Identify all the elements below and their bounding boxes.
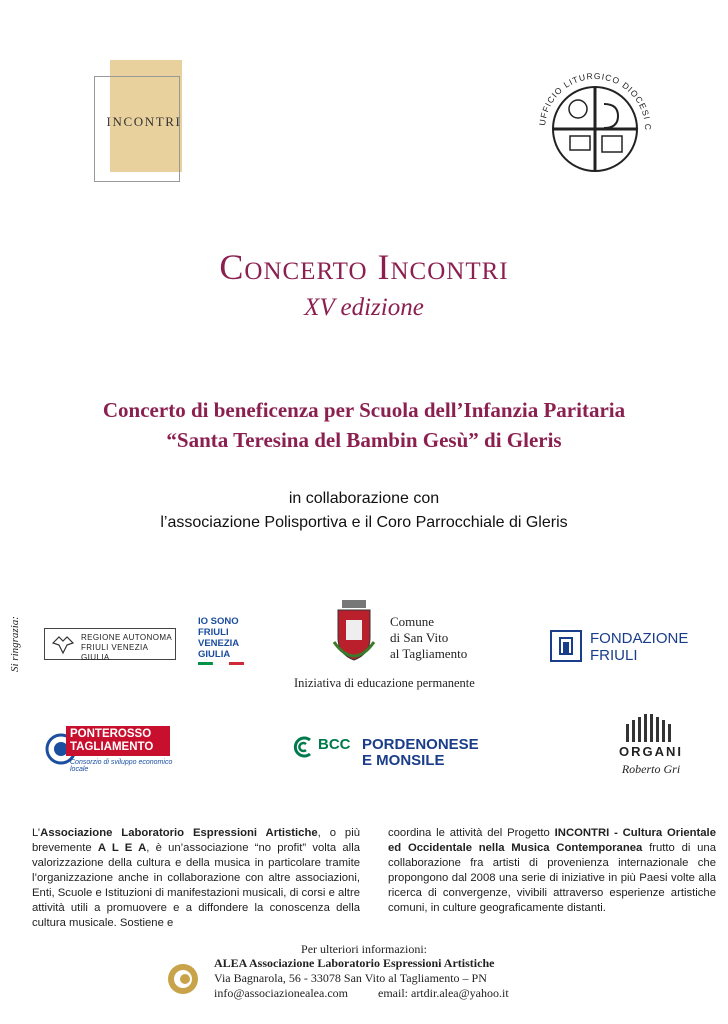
description-left-intro: L’ — [32, 827, 41, 839]
incontri-logo — [94, 60, 194, 182]
page-title: Concerto Incontri — [219, 247, 509, 287]
footer-email[interactable]: email: artdir.alea@yahoo.it — [378, 986, 509, 1000]
regione-fvg-logo — [44, 628, 176, 660]
footer-contact — [214, 956, 554, 1001]
beneficenza-line-2: “Santa Teresina del Bambin Gesù” di Gleris — [166, 428, 562, 452]
description-left-rest: , è un’associazione “no profit” volta alla valorizzazione della cultura e della musica in particolare tramite l’organizzazione anche in collaborazione con altre associazioni, Enti, Scuole e Istituzioni di manifestazioni musicali, di corsi e altre attività utili a promuovere e a diffondere la conoscenza della cultura musicale. Sostiene e — [32, 842, 360, 929]
alea-logo-icon — [166, 962, 200, 996]
bcc-line-2: E MONSILE — [362, 752, 445, 769]
diocesi-ring-text: UFFICIO LITURGICO DIOCESI C — [537, 70, 654, 132]
description-right-column — [388, 826, 716, 916]
footer-org: ALEA Associazione Laboratorio Espressioni Artistiche — [214, 956, 495, 970]
footer-website-email[interactable]: info@associazionealea.com — [214, 986, 348, 1000]
footer-address: Via Bagnarola, 56 - 33078 San Vito al Tagliamento – PN — [214, 971, 487, 985]
bcc-icon — [292, 736, 316, 758]
iosono-line-1: IO SONO — [198, 616, 239, 627]
iosono-line-3: VENEZIA — [198, 638, 240, 649]
beneficenza-line-1: Concerto di beneficenza per Scuola dell’Infanzia Paritaria — [102, 398, 626, 422]
description-right-bold: INCONTRI - Cultura Orientale ed Occidentale nella Musica Contemporanea — [388, 827, 716, 854]
description-left-alea: A L E A — [97, 842, 147, 854]
ponterosso-line-2: TAGLIAMENTO — [70, 741, 154, 753]
ponterosso-line-1: PONTEROSSO — [70, 728, 152, 740]
description-left-column — [32, 826, 360, 931]
fondazione-icon — [550, 630, 582, 662]
bcc-pordenonese-logo — [292, 734, 492, 772]
organi-roberto-gri-logo — [606, 714, 696, 784]
description-right-rest: frutto di una collaborazione fra artisti di provenienza internazionale che propongono dal 2008 una serie di iniziative in più Paesi volte alla ricerca di convergenze, vivibili attraverso esperienze artistiche comuni, in culture geograficamente distanti. — [388, 842, 716, 914]
incontri-logo-word: INCONTRI — [106, 114, 182, 129]
fondazione-friuli-logo — [550, 630, 690, 664]
description-left-bold: Associazione Laboratorio Espressioni Artistiche — [40, 827, 318, 839]
iosono-line-4: GIULIA — [198, 649, 231, 660]
comune-coat-of-arms-icon — [330, 598, 378, 668]
comune-line-2: di San Vito — [390, 630, 449, 645]
fondazione-line-2: FRIULI — [590, 647, 638, 664]
io-sono-fvg-logo — [198, 616, 239, 660]
description-right-intro: coordina le attività del Progetto — [388, 827, 555, 839]
regione-line-1: REGIONE AUTONOMA — [81, 633, 173, 642]
regione-line-2: FRIULI VENEZIA GIULIA — [81, 643, 148, 662]
ponterosso-subtitle: Consorzio di sviluppo economico locale — [70, 759, 173, 773]
fondazione-line-1: FONDAZIONE — [590, 630, 689, 647]
comune-line-3: al Tagliamento — [390, 646, 468, 661]
page-subtitle: XV edizione — [304, 294, 424, 321]
iosono-line-2: FRIULI — [198, 627, 229, 638]
eagle-icon — [51, 633, 75, 655]
organ-pipes-icon — [622, 714, 678, 742]
italian-flag-stripe — [198, 662, 244, 665]
organi-line-1: ORGANI — [619, 744, 683, 759]
ponterosso-tagliamento-logo — [44, 724, 174, 778]
collaborazione-line-2: l’associazione Polisportiva e il Coro Parrocchiale di Gleris — [160, 514, 568, 531]
bcc-line-1: PORDENONESE — [362, 736, 479, 753]
organi-line-2: Roberto Gri — [621, 762, 681, 776]
comune-san-vito — [390, 614, 467, 662]
bcc-short: BCC — [318, 736, 351, 753]
ringraziano-label: Si ringrazia: — [9, 616, 21, 672]
comune-line-1: Comune — [390, 614, 435, 629]
iniziativa-label: Iniziativa di educazione permanente — [294, 676, 475, 690]
collaborazione-line-1: in collaborazione con — [288, 490, 440, 507]
footer-heading: Per ulteriori informazioni: — [301, 942, 427, 956]
description-left-mid: , o più brevemente — [32, 827, 360, 854]
diocesi-logo — [530, 64, 660, 194]
svg-text:UFFICIO LITURGICO DIOCESI CONC — [530, 64, 653, 131]
